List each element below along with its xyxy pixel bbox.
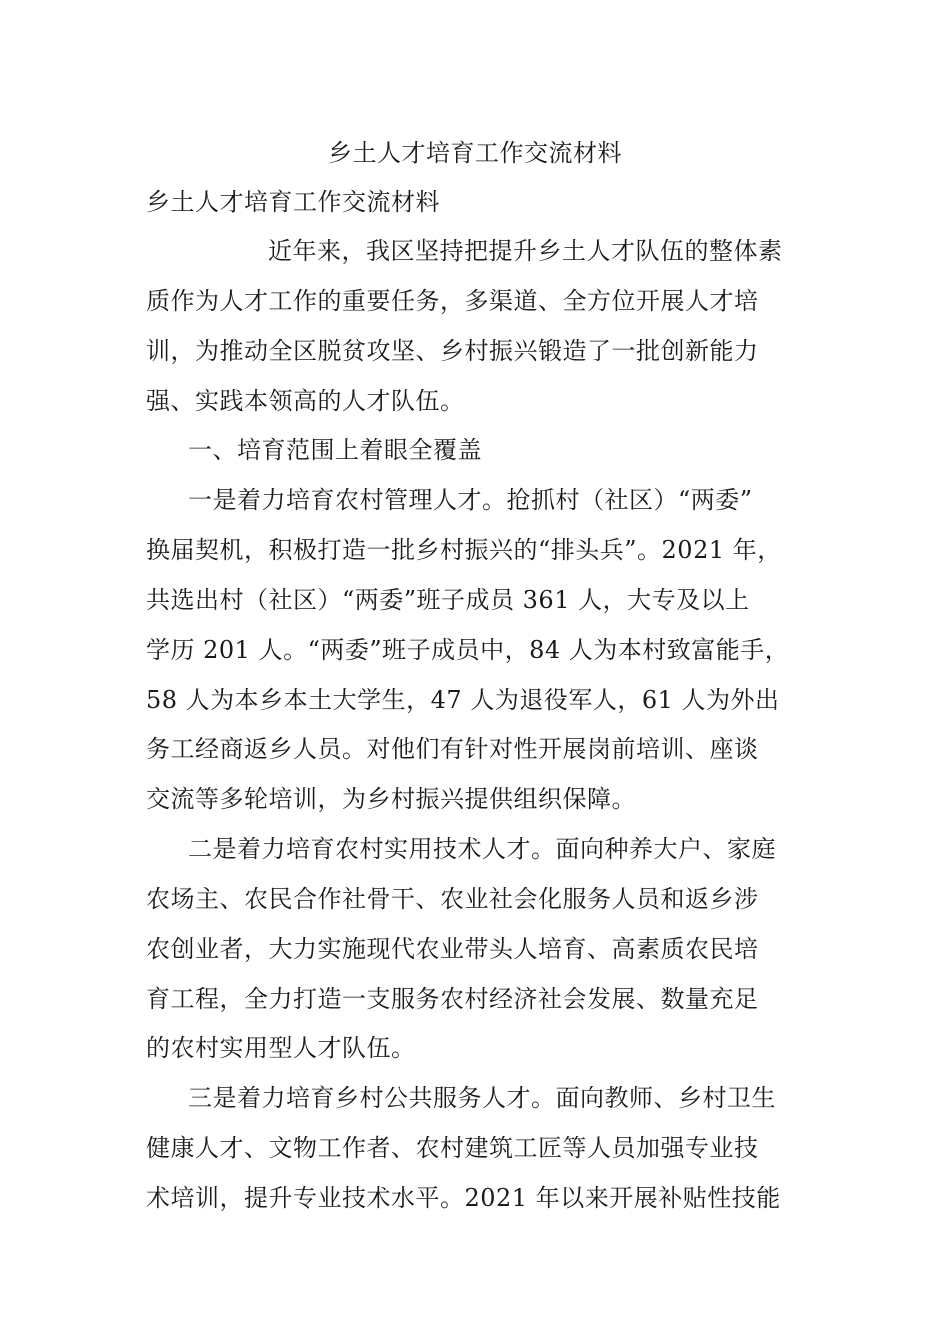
text-line: 58 人为本乡本土大学生，47 人为退役军人，61 人为外出: [146, 686, 780, 714]
text-line: 质作为人才工作的重要任务，多渠道、全方位开展人才培: [146, 287, 759, 315]
text-line: 务工经商返乡人员。对他们有针对性开展岗前培训、座谈: [146, 735, 759, 763]
document-title: 乡土人才培育工作交流材料: [328, 139, 622, 167]
text-line: 育工程，全力打造一支服务农村经济社会发展、数量充足: [146, 985, 759, 1013]
text-line: 学历 201 人。“两委”班子成员中，84 人为本村致富能手，: [146, 636, 790, 664]
section-heading: 一、培育范围上着眼全覆盖: [188, 436, 482, 464]
text-line: 近年来，我区坚持把提升乡土人才队伍的整体素: [268, 237, 783, 265]
text-line: 术培训，提升专业技术水平。2021 年以来开展补贴性技能: [146, 1184, 781, 1212]
text-line: 二是着力培育农村实用技术人才。面向种养大户、家庭: [188, 835, 776, 863]
text-line: 交流等多轮培训，为乡村振兴提供组织保障。: [146, 785, 636, 813]
text-line: 换届契机，积极打造一批乡村振兴的“排头兵”。2021 年，: [146, 536, 782, 564]
text-line: 共选出村（社区）“两委”班子成员 361 人，大专及以上: [146, 586, 750, 614]
text-line: 的农村实用型人才队伍。: [146, 1034, 416, 1062]
text-line: 强、实践本领高的人才队伍。: [146, 387, 465, 415]
document-subtitle: 乡土人才培育工作交流材料: [146, 188, 440, 216]
text-line: 训，为推动全区脱贫攻坚、乡村振兴锻造了一批创新能力: [146, 337, 759, 365]
text-line: 农场主、农民合作社骨干、农业社会化服务人员和返乡涉: [146, 885, 759, 913]
text-line: 一是着力培育农村管理人才。抢抓村（社区）“两委”: [188, 486, 753, 514]
text-line: 三是着力培育乡村公共服务人才。面向教师、乡村卫生: [188, 1084, 776, 1112]
text-line: 农创业者，大力实施现代农业带头人培育、高素质农民培: [146, 935, 759, 963]
text-line: 健康人才、文物工作者、农村建筑工匠等人员加强专业技: [146, 1134, 759, 1162]
